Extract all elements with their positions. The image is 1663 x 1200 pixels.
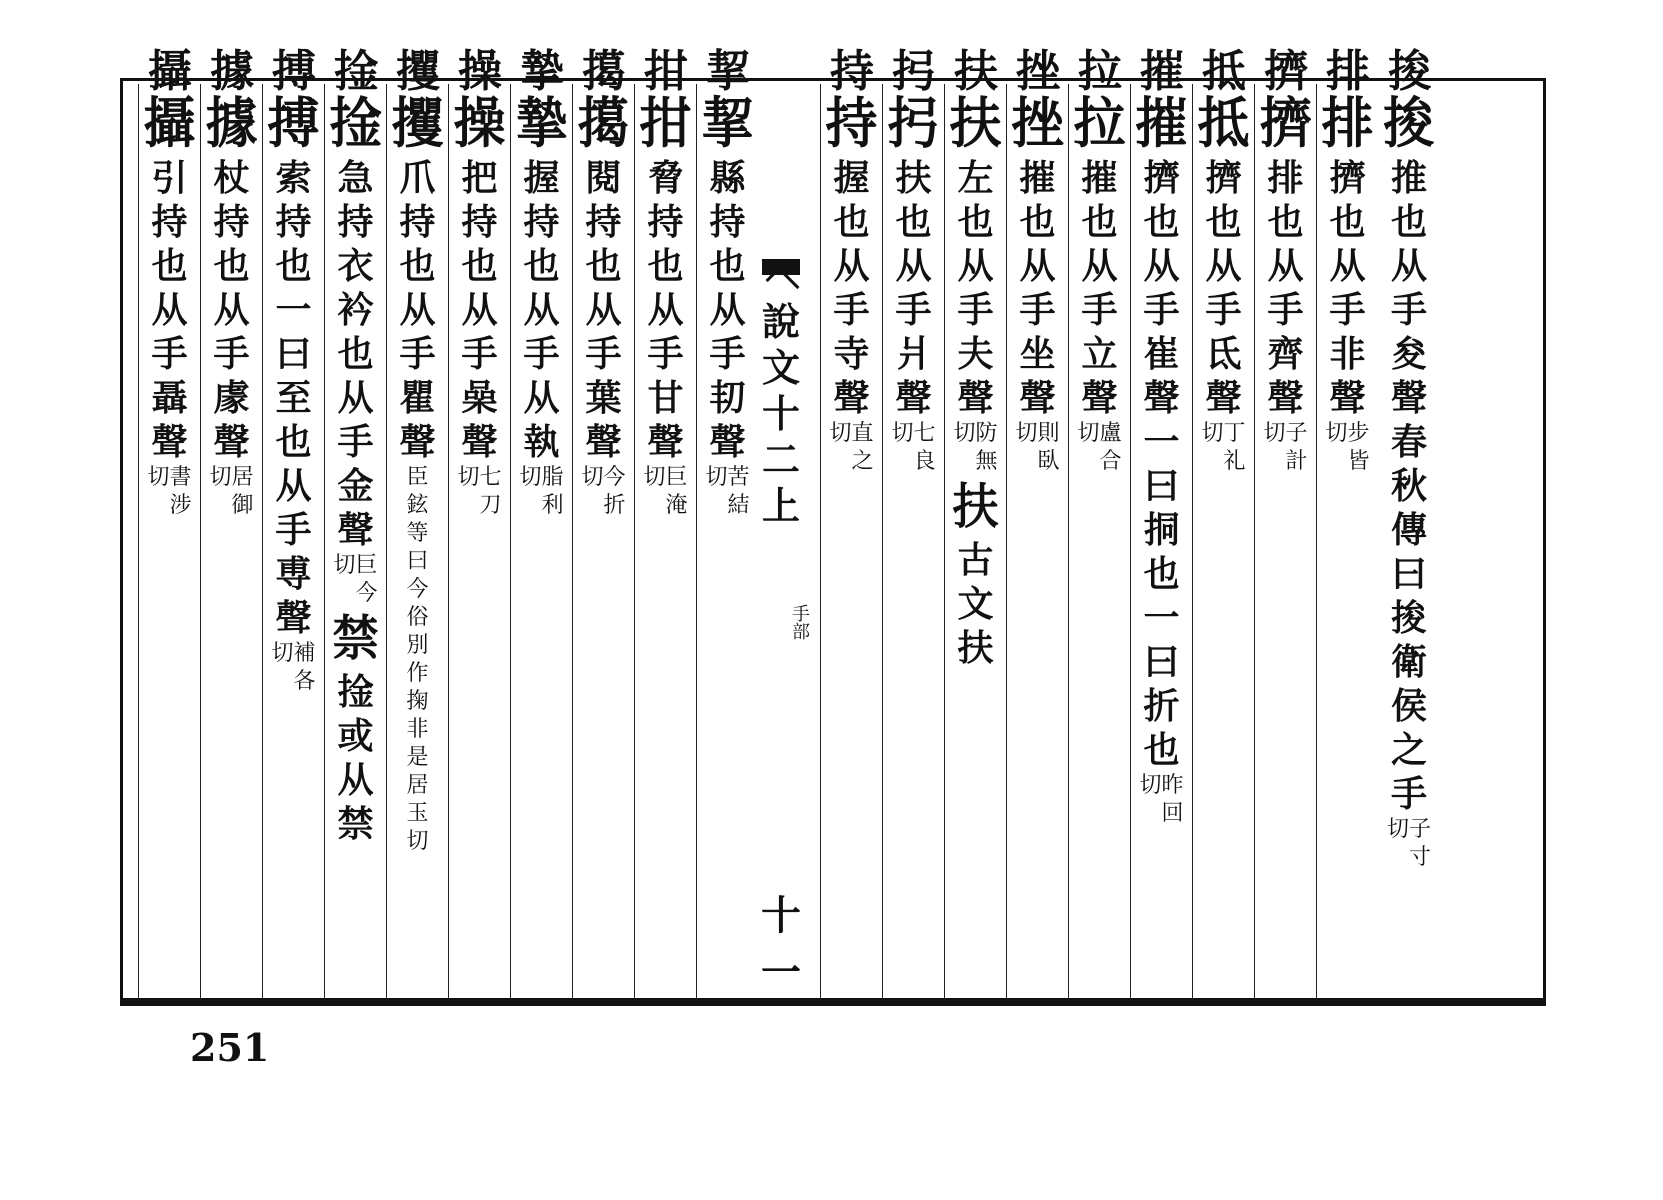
- header-char: 捘: [1388, 46, 1432, 97]
- fanqie-note: [953, 420, 997, 476]
- header-char: 拉: [1078, 46, 1122, 97]
- section-title-char: 上: [761, 483, 800, 528]
- seal-headword: 持: [825, 91, 878, 156]
- fanqie-note: [1139, 772, 1183, 828]
- header-char: 持: [830, 46, 874, 97]
- entry-column: [138, 84, 200, 998]
- fanqie-note: [581, 464, 625, 520]
- seal-headword: 抵: [1197, 91, 1250, 156]
- section-title-char: 文: [761, 345, 800, 390]
- gloss-text: 擠 也 从 手 氐 聲: [1205, 157, 1242, 419]
- fanqie-note: [829, 420, 873, 476]
- fanqie-line: 七 刀: [479, 465, 502, 518]
- fanqie-note: [1201, 420, 1245, 476]
- header-char: 攝: [148, 46, 192, 97]
- fanqie-line: 子 計: [1285, 421, 1308, 474]
- fanqie-line: 巨 今: [355, 553, 378, 606]
- entry-column: [944, 84, 1006, 998]
- gloss-text: 握 持 也 从 手 从 執: [523, 157, 560, 463]
- fanqie-note: [1077, 420, 1121, 476]
- seal-headword: 擖: [577, 91, 630, 156]
- entry-column: [1378, 84, 1440, 998]
- variant-gloss: 捦 或 从 禁: [337, 671, 374, 845]
- entry-column: [448, 84, 510, 998]
- header-char: 挫: [1016, 46, 1060, 97]
- seal-headword: 摯: [515, 91, 568, 156]
- seal-headword: 操: [453, 91, 506, 156]
- fanqie-line: 苦 結: [727, 465, 750, 518]
- fanqie-note: [457, 464, 501, 520]
- fanqie-line: 則 臥: [1037, 421, 1060, 474]
- seal-headword: 挈: [701, 91, 754, 156]
- entry-column: [386, 84, 448, 998]
- header-char: 拑: [644, 46, 688, 97]
- seal-headword: 扶: [949, 91, 1002, 156]
- fanqie-note: [1015, 420, 1059, 476]
- fanqie-note: [406, 464, 428, 856]
- entry-column: [262, 84, 324, 998]
- fanqie-line: 盧 合: [1099, 421, 1122, 474]
- fanqie-line: 切: [829, 421, 852, 446]
- fanqie-line: 防 無: [975, 421, 998, 474]
- fanqie-note: [333, 552, 377, 608]
- fanqie-note: [271, 640, 315, 696]
- fanqie-line: 切: [1263, 421, 1286, 446]
- gloss-text: 摧 也 从 手 立 聲: [1081, 157, 1118, 419]
- radical-label: 手部: [789, 604, 810, 640]
- section-title: [758, 299, 804, 529]
- seal-headword: 搏: [267, 91, 320, 156]
- seal-headword: 捘: [1382, 91, 1435, 156]
- entry-column: [1068, 84, 1130, 998]
- fanqie-line: 切: [271, 641, 294, 666]
- header-char: 捦: [334, 46, 378, 97]
- section-title-char: 說: [761, 299, 800, 344]
- gloss-text: 索 持 也 一 曰 至 也 从 手 尃 聲: [275, 157, 312, 639]
- gloss-text: 推 也 从 手 夋 聲 春 秋 傳 曰 捘 衛 侯 之 手: [1390, 157, 1427, 815]
- seal-headword: 拑: [639, 91, 692, 156]
- variant-seal-form: 扶: [952, 477, 999, 535]
- fanqie-note: [1387, 816, 1431, 872]
- fanqie-note: [705, 464, 749, 520]
- gloss-text: 擠 也 从 手 崔 聲 一 曰 挏 也 一 曰 折 也: [1143, 157, 1180, 771]
- fanqie-line: 補 各: [293, 641, 316, 694]
- fanqie-note: [891, 420, 935, 476]
- seal-headword: 摧: [1135, 91, 1188, 156]
- fanqie-line: 昨 回: [1161, 773, 1184, 826]
- header-char: 攫: [396, 46, 440, 97]
- fanqie-line: 切: [891, 421, 914, 446]
- gloss-text: 爪 持 也 从 手 瞿 聲: [399, 157, 436, 463]
- gloss-text: 扶 也 从 手 爿 聲: [895, 157, 932, 419]
- gloss-text: 杖 持 也 从 手 豦 聲: [213, 157, 250, 463]
- section-divider-column: [758, 84, 810, 998]
- fanqie-line: 切: [1325, 421, 1348, 446]
- fanqie-line: 切: [953, 421, 976, 446]
- entry-column: [1130, 84, 1192, 998]
- page-number: 251: [190, 1025, 270, 1070]
- entry-column: [1254, 84, 1316, 998]
- header-char: 排: [1326, 46, 1370, 97]
- gloss-text: 急 持 衣 衿 也 从 手 金 聲: [337, 157, 374, 551]
- variant-seal-form: 禁: [332, 609, 379, 667]
- header-char: 擠: [1264, 46, 1308, 97]
- gloss-text: 左 也 从 手 夫 聲: [957, 157, 994, 419]
- fanqie-line: 切: [581, 465, 604, 490]
- header-char: 操: [458, 46, 502, 97]
- gloss-text: 擠 也 从 手 非 聲: [1329, 157, 1366, 419]
- seal-headword: 捦: [329, 91, 382, 156]
- variant-gloss: 古 文 扶: [957, 539, 994, 669]
- seal-headword: 㧈: [887, 91, 940, 156]
- fanqie-line: 切: [1015, 421, 1038, 446]
- entry-column: [1316, 84, 1378, 998]
- fanqie-note: [1263, 420, 1307, 476]
- header-char: 㧈: [892, 46, 936, 97]
- seal-headword: 擠: [1259, 91, 1312, 156]
- fanqie-line: 切: [1386, 817, 1409, 842]
- seal-headword: 攝: [143, 91, 196, 156]
- gloss-text: 把 持 也 从 手 喿 聲: [461, 157, 498, 463]
- fanqie-line: 直 之: [851, 421, 874, 474]
- header-char: 挈: [706, 46, 750, 97]
- fanqie-line: 七 良: [913, 421, 936, 474]
- header-char: 摯: [520, 46, 564, 97]
- fanqie-note: [147, 464, 191, 520]
- header-char: 抵: [1202, 46, 1246, 97]
- gloss-text: 握 也 从 手 寺 聲: [833, 157, 870, 419]
- fanqie-line: 切: [643, 465, 666, 490]
- seal-headword: 據: [205, 91, 258, 156]
- seal-headword: 挫: [1011, 91, 1064, 156]
- fanqie-line: 切: [147, 465, 170, 490]
- gloss-text: 排 也 从 手 齊 聲: [1267, 157, 1304, 419]
- fanqie-note: [209, 464, 253, 520]
- gloss-text: 摧 也 从 手 坐 聲: [1019, 157, 1056, 419]
- section-title-char: 十: [761, 391, 800, 436]
- entry-column: [572, 84, 634, 998]
- fanqie-line: 巨 淹: [665, 465, 688, 518]
- fanqie-line: 切: [1077, 421, 1100, 446]
- fanqie-line: 切: [519, 465, 542, 490]
- section-title-char: 二: [761, 437, 800, 482]
- gloss-text: 脅 持 也 从 手 甘 聲: [647, 157, 684, 463]
- header-char: 擖: [582, 46, 626, 97]
- header-char: 據: [210, 46, 254, 97]
- entry-column: [324, 84, 386, 998]
- fanqie-line: 切: [1139, 773, 1162, 798]
- entry-column: [1006, 84, 1068, 998]
- gloss-text: 縣 持 也 从 手 㓞 聲: [709, 157, 746, 463]
- header-char: 摧: [1140, 46, 1184, 97]
- entry-column: [510, 84, 572, 998]
- fanqie-note: [1325, 420, 1369, 476]
- entry-column: [634, 84, 696, 998]
- seal-headword: 排: [1321, 91, 1374, 156]
- fanqie-line: 子 寸: [1409, 817, 1432, 870]
- fanqie-note: [643, 464, 687, 520]
- frame-bottom-rule: [120, 998, 1546, 1006]
- gloss-text: 閱 持 也 从 手 葉 聲: [585, 157, 622, 463]
- entry-column: [696, 84, 758, 998]
- leaf-number: 十一: [761, 892, 801, 996]
- fanqie-line: 臣 鉉 等 曰 今 俗 別 作 掬 非 是 居 玉 切: [406, 465, 429, 854]
- fanqie-line: 丁 礼: [1223, 421, 1246, 474]
- seal-headword: 拉: [1073, 91, 1126, 156]
- fanqie-line: 書 涉: [169, 465, 192, 518]
- fanqie-line: 步 皆: [1347, 421, 1370, 474]
- entry-column: [1192, 84, 1254, 998]
- header-char: 扶: [954, 46, 998, 97]
- entry-column: [820, 84, 882, 998]
- fanqie-line: 切: [705, 465, 728, 490]
- fanqie-line: 脂 利: [541, 465, 564, 518]
- header-char: 搏: [272, 46, 316, 97]
- entry-column: [882, 84, 944, 998]
- fanqie-line: 今 折: [603, 465, 626, 518]
- fanqie-note: [519, 464, 563, 520]
- seal-headword: 攫: [391, 91, 444, 156]
- fanqie-line: 居 御: [231, 465, 254, 518]
- fanqie-line: 切: [457, 465, 480, 490]
- entry-column: [200, 84, 262, 998]
- gloss-text: 引 持 也 从 手 聶 聲: [151, 157, 188, 463]
- fanqie-line: 切: [333, 553, 356, 578]
- fanqie-line: 切: [1201, 421, 1224, 446]
- fanqie-line: 切: [209, 465, 232, 490]
